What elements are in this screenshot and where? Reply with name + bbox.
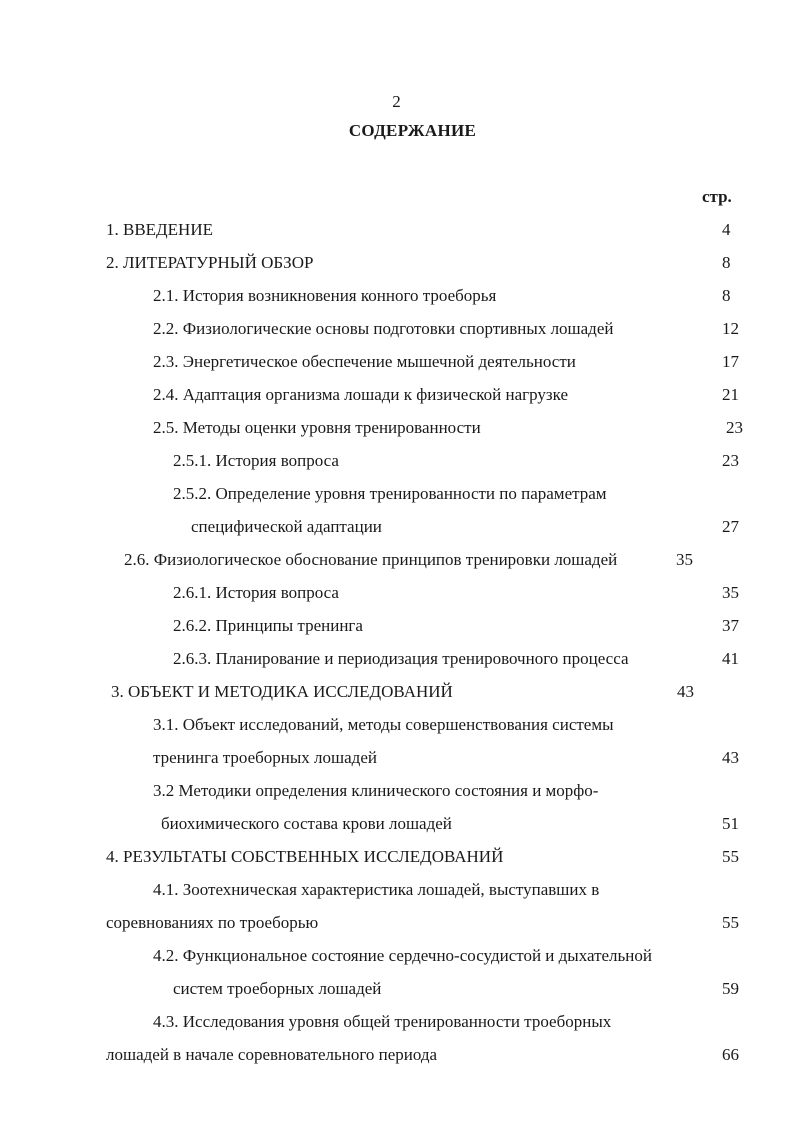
toc-entry-3-1-line-2: тренинга троеборных лошадей [153, 748, 377, 767]
toc-page-3: 43 [677, 682, 694, 701]
toc-entry-2-6-1: 2.6.1. История вопроса [173, 583, 339, 602]
toc-entry-4-1-line-1: 4.1. Зоотехническая характеристика лошадей, выступавших в [153, 880, 600, 899]
toc-page-2-6: 35 [676, 550, 693, 569]
toc-entry-2: 2. ЛИТЕРАТУРНЫЙ ОБЗОР [106, 253, 314, 272]
toc-entry-4-3-line-1: 4.3. Исследования уровня общей тренированности троеборных [153, 1012, 612, 1031]
toc-entry-1: 1. ВВЕДЕНИЕ [106, 220, 213, 239]
toc-entry-2-5-2-line-1: 2.5.2. Определение уровня тренированности по параметрам [173, 484, 607, 503]
page-column-label: стр. [702, 187, 732, 206]
toc-entry-2-6-3: 2.6.3. Планирование и периодизация тренировочного процесса [173, 649, 629, 668]
toc-entry-2-5: 2.5. Методы оценки уровня тренированности [153, 418, 481, 437]
toc-page-2: 8 [722, 253, 731, 272]
toc-page-2-6-3: 41 [722, 649, 739, 668]
toc-page-2-5: 23 [726, 418, 743, 437]
toc-entry-2-6: 2.6. Физиологическое обоснование принципов тренировки лошадей [124, 550, 618, 569]
toc-page-2-6-2: 37 [722, 616, 739, 635]
toc-entry-4-1-line-2: соревнованиях по троеборью [106, 913, 319, 932]
toc-entry-2-4: 2.4. Адаптация организма лошади к физической нагрузке [153, 385, 569, 404]
toc-entry-4-3-line-2: лошадей в начале соревновательного периода [106, 1045, 438, 1064]
toc-entry-2-2: 2.2. Физиологические основы подготовки спортивных лошадей [153, 319, 614, 338]
toc-page-2-3: 17 [722, 352, 739, 371]
toc-entry-3: 3. ОБЪЕКТ И МЕТОДИКА ИССЛЕДОВАНИЙ [111, 682, 453, 701]
toc-page-4-3: 66 [722, 1045, 739, 1064]
toc-page-2-4: 21 [722, 385, 739, 404]
toc-page-3-1: 43 [722, 748, 739, 767]
toc-page-4-2: 59 [722, 979, 739, 998]
toc-entry-2-1: 2.1. История возникновения конного троеборья [153, 286, 497, 305]
toc-entry-2-5-2-line-2: специфической адаптации [191, 517, 382, 536]
toc-page-1: 4 [722, 220, 731, 239]
toc-page-2-5-1: 23 [722, 451, 739, 470]
page-title: СОДЕРЖАНИЕ [348, 121, 477, 140]
toc-page-4-1: 55 [722, 913, 739, 932]
toc-page-3-2: 51 [722, 814, 739, 833]
toc-page-2-1: 8 [722, 286, 731, 305]
toc-entry-2-3: 2.3. Энергетическое обеспечение мышечной деятельности [153, 352, 576, 371]
toc-entry-2-6-2: 2.6.2. Принципы тренинга [173, 616, 363, 635]
toc-entry-2-5-1: 2.5.1. История вопроса [173, 451, 339, 470]
toc-entry-4-2-line-1: 4.2. Функциональное состояние сердечно-сосудистой и дыхательной [153, 946, 652, 965]
toc-page-2-5-2: 27 [722, 517, 739, 536]
toc-page-2-6-1: 35 [722, 583, 739, 602]
toc-entry-3-1-line-1: 3.1. Объект исследований, методы совершенствования системы [153, 715, 614, 734]
toc-page-2-2: 12 [722, 319, 739, 338]
toc-entry-4-2-line-2: систем троеборных лошадей [173, 979, 382, 998]
toc-page-4: 55 [722, 847, 739, 866]
page-number: 2 [392, 92, 401, 111]
toc-entry-4: 4. РЕЗУЛЬТАТЫ СОБСТВЕННЫХ ИССЛЕДОВАНИЙ [106, 847, 504, 866]
toc-entry-3-2-line-1: 3.2 Методики определения клинического состояния и морфо- [153, 781, 599, 800]
toc-entry-3-2-line-2: биохимического состава крови лошадей [161, 814, 452, 833]
